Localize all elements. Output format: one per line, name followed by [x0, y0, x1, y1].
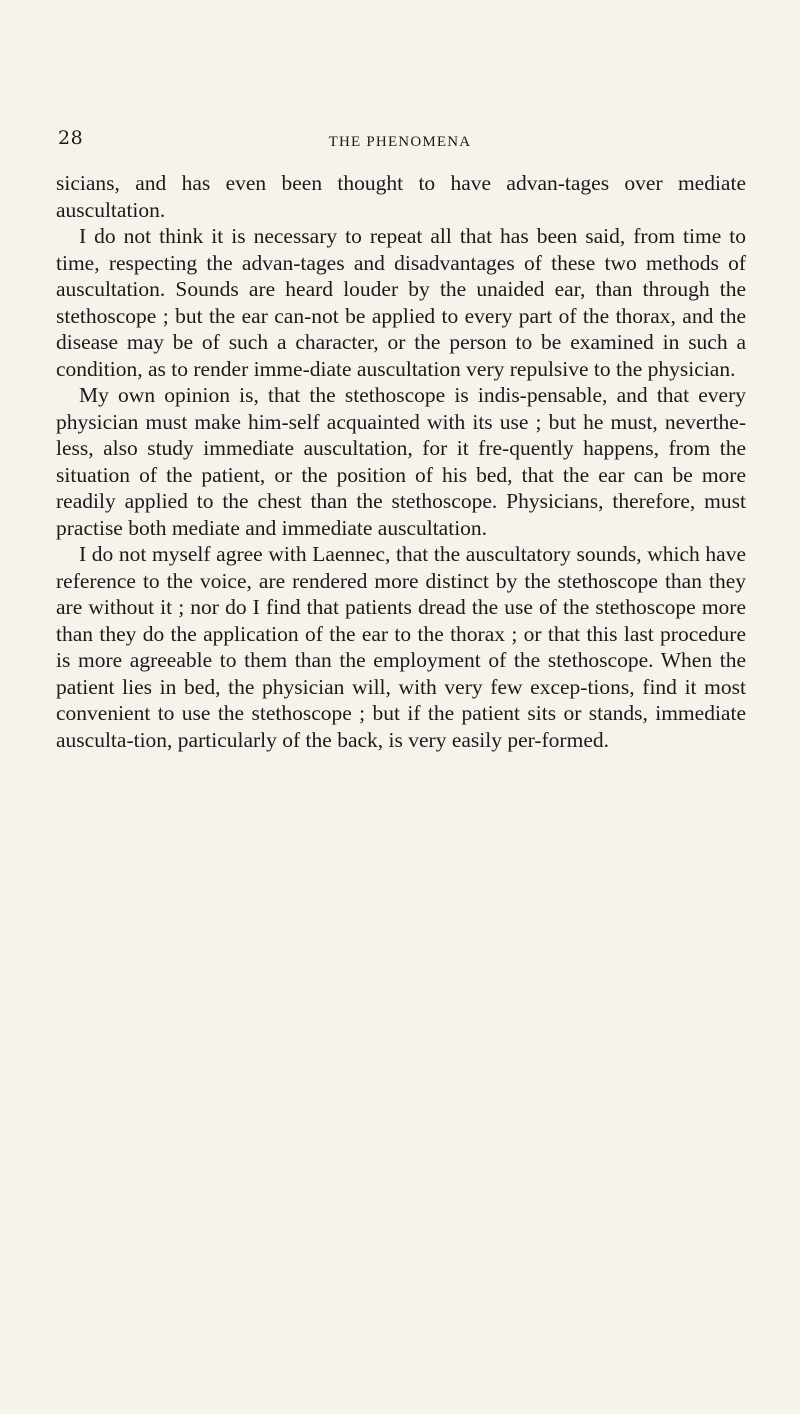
- page-number: 28: [58, 127, 84, 149]
- paragraph: I do not myself agree with Laennec, that the auscultatory sounds, which have reference to the voice, are rendered more distinct by the stethoscope than they are without it ; nor do I find that patients dread the use of the stethoscope more than they do the application of the ear to the thorax ; or that this last procedure is more agreeable to them than the employment of the stethoscope. When the patient lies in bed, the physician will, with very few excep-tions, find it most convenient to use the stethoscope ; but if the patient sits or stands, immediate ausculta-tion, particularly of the back, is very easily per-formed.: [56, 542, 746, 752]
- paragraph: My own opinion is, that the stethoscope is indis-pensable, and that every physician must make him-self acquainted with its use ; but he must, neverthe-less, also study immediate auscultation, for it fre-quently happens, from the situation of the patient, or the position of his bed, that the ear can be more readily applied to the chest than the stethoscope. Physicians, therefore, must practise both mediate and immediate auscultation.: [56, 383, 746, 540]
- paragraph-continuation: sicians, and has even been thought to have advan-tages over mediate auscultation.: [56, 171, 746, 222]
- paragraph: I do not think it is necessary to repeat all that has been said, from time to time, respecting the advan-tages and disadvantages of these two methods of auscultation. Sounds are heard louder by the unaided ear, than through the stethoscope ; but the ear can-not be applied to every part of the thorax, and the disease may be of such a character, or the person to be examined in such a condition, as to render imme-diate auscultation very repulsive to the physician.: [56, 224, 746, 381]
- body-text: [56, 170, 746, 753]
- running-head: THE PHENOMENA: [328, 134, 472, 150]
